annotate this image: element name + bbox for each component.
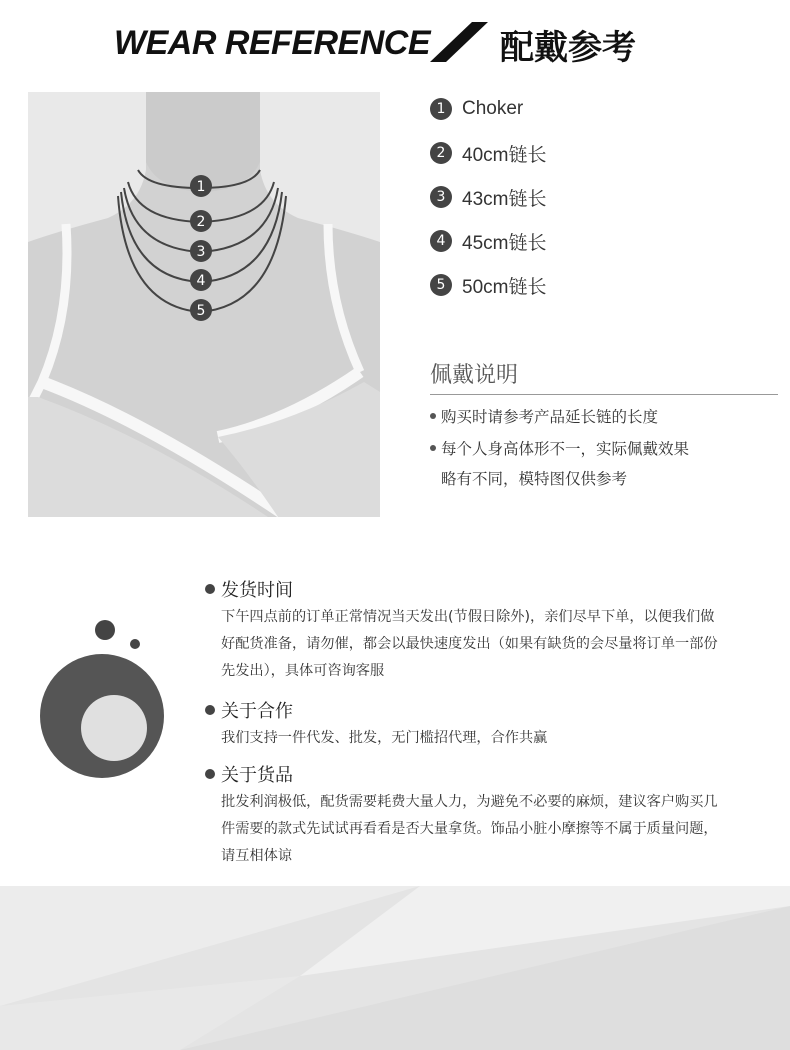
header-title-cn: 配戴参考 xyxy=(500,28,636,68)
bullet-icon xyxy=(205,705,215,715)
section-title: 发货时间 xyxy=(205,576,785,602)
number-badge: 1 xyxy=(430,98,452,120)
header xyxy=(0,16,790,68)
necklace-marker-5 xyxy=(190,299,212,321)
header-title-en: WEAR REFERENCE xyxy=(114,24,431,62)
legend-label: 45cm链长 xyxy=(462,232,547,254)
number-badge: 2 xyxy=(430,142,452,164)
number-badge: 3 xyxy=(430,186,452,208)
cooperation-section xyxy=(205,697,785,752)
usage-title: 佩戴说明 xyxy=(430,363,519,388)
svg-text:4: 4 xyxy=(196,273,206,289)
section-text: 批发利润极低，配货需要耗费大量人力，为避免不必要的麻烦，建议客户购买几 件需要的款式先试试再看看是否大量拿货。饰品小脏小摩擦等不属于质量问题， 请互相体谅 xyxy=(221,794,718,864)
legend-label: 43cm链长 xyxy=(462,188,547,210)
bullet-icon xyxy=(430,445,436,451)
goods-section xyxy=(205,761,785,870)
slash-mark-icon xyxy=(428,20,490,64)
legend-item-choker xyxy=(430,95,523,123)
bullet-icon xyxy=(430,413,436,419)
divider xyxy=(430,394,778,395)
svg-text:3: 3 xyxy=(196,244,206,260)
legend-item-43cm xyxy=(430,183,546,211)
svg-text:1: 1 xyxy=(196,179,206,195)
section-text: 我们支持一件代发、批发，无门槛招代理，合作共赢 xyxy=(221,730,548,746)
legend-label: 50cm链长 xyxy=(462,276,547,298)
model-illustration xyxy=(28,92,380,517)
decorative-circles-icon xyxy=(30,610,180,780)
shipping-section xyxy=(205,576,785,685)
necklace-marker-2 xyxy=(190,210,212,232)
necklace-marker-3 xyxy=(190,240,212,262)
number-badge: 4 xyxy=(430,230,452,252)
section-text: 下午四点前的订单正常情况当天发出(节假日除外)，亲们尽早下单，以便我们做 好配货准备，请勿催，都会以最快速度发出（如果有缺货的会尽量将订单一部份 先发出），具体可咨询客服 xyxy=(221,609,718,679)
necklace-marker-4 xyxy=(190,269,212,291)
legend-item-50cm xyxy=(430,271,546,299)
usage-note: 购买时请参考产品延长链的长度 xyxy=(430,405,658,427)
usage-note-continued: 略有不同，模特图仅供参考 xyxy=(441,470,628,488)
necklace-marker-1 xyxy=(190,175,212,197)
section-title: 关于合作 xyxy=(205,697,785,723)
section-title: 关于货品 xyxy=(205,761,785,787)
bottom-decorative-band xyxy=(0,886,790,1050)
legend-label: 40cm链长 xyxy=(462,144,547,166)
svg-text:2: 2 xyxy=(196,214,206,230)
number-badge: 5 xyxy=(430,274,452,296)
legend-label: Choker xyxy=(462,98,524,119)
usage-note: 每个人身高体形不一，实际佩戴效果 xyxy=(430,437,689,459)
geometric-pattern xyxy=(0,886,790,1050)
legend-item-40cm xyxy=(430,139,546,167)
bullet-icon xyxy=(205,769,215,779)
legend-item-45cm xyxy=(430,227,546,255)
bullet-icon xyxy=(205,584,215,594)
svg-text:5: 5 xyxy=(196,303,206,319)
model-silhouette xyxy=(28,92,380,517)
